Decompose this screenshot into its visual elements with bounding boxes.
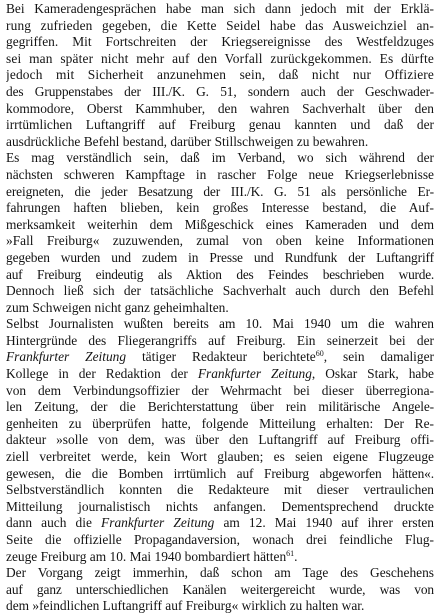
text-run: Bei Kameradengesprächen habe man sich dann jedoch mit der Erklä- <box>6 1 434 16</box>
text-run: rung zufrieden gegeben, die Kette Seidel habe das Ausweichziel an- <box>6 17 434 33</box>
text-run: Selbstverständlich konnten die Redakteure mit dieser vertraulichen <box>6 482 434 498</box>
publication-title: Frankfurter Zeitung <box>197 366 312 382</box>
text-run: Dennoch ließ sich der tatsächliche Sachverhalt auch durch den Befehl <box>6 283 434 299</box>
text-line <box>6 466 434 483</box>
text-line <box>6 515 434 532</box>
text-run: gegriffen. Mit Fortschreiten der Kriegsereignisse des Westfeldzuges <box>6 34 434 50</box>
text-run: »Fall Freiburg« zuzuwenden, zumal von oben keine Informationen <box>6 233 434 249</box>
text-run: Seite die offizielle Propagandaversion, wonach drei feindliche Flug- <box>6 532 434 547</box>
text-line <box>6 399 434 416</box>
text-run: sei man später nicht mehr auf den Vorfall zurückgekommen. Es dürfte <box>6 50 434 66</box>
text-run: auf ganz unterschiedlichen Kanälen weitergereicht wurde, was von <box>6 581 434 597</box>
text-line <box>6 532 434 549</box>
text-run: ereigneten, die jeder Besatzung der III./K. G. 51 als persönliche Er- <box>6 183 434 199</box>
text-line <box>6 184 434 201</box>
text-line <box>6 1 434 18</box>
text-run: am 12. Mai 1940 auf ihrer ersten <box>214 515 434 531</box>
text-run: Es mag verständlich sein, daß im Verband, wo sich während der <box>6 150 434 166</box>
text-run: , Oskar Stark, habe <box>311 366 434 382</box>
text-run: dakteur »solle von dem, was über den Luftangriff auf Freiburg offi- <box>6 432 434 448</box>
text-line <box>6 416 434 433</box>
text-line <box>6 366 434 383</box>
text-line <box>6 67 434 84</box>
paragraph <box>6 1 434 150</box>
text-run: zum Schweigen nicht ganz geheimhalten. <box>6 299 229 315</box>
text-run: Kollege in der Redaktion der <box>6 366 198 382</box>
text-line <box>6 482 434 499</box>
paragraph <box>6 565 434 615</box>
text-line <box>6 101 434 118</box>
text-line <box>6 549 434 566</box>
text-line <box>6 250 434 267</box>
text-run: zeuge Freiburg am 10. Mai 1940 bombardiert hätten <box>6 548 287 564</box>
text-run: kommodore, Oberst Kammhuber, den wahren Sachverhalt über den <box>6 100 434 116</box>
text-run: ausdrückliche Befehl bestand, darüber Stillschweigen zu bewahren. <box>6 133 369 149</box>
text-line <box>6 300 434 317</box>
text-run: len Zeitung, der die Berichterstattung über rein militärische Angele- <box>6 399 434 415</box>
text-run: irrtümlichen Luftangriff auf Freiburg genau kannten und daß der <box>6 117 434 133</box>
text-run: merksamkeit weiterhin dem Mißgeschick eines Kameraden und dem <box>6 216 434 232</box>
text-run: Der Vorgang zeigt immerhin, daß schon am Tage des Geschehens <box>6 565 434 581</box>
text-run: auf Freiburg eindeutig als Aktion des Feindes beschrieben wurde. <box>6 266 434 282</box>
text-line <box>6 18 434 35</box>
text-line <box>6 84 434 101</box>
text-run: gewesen, die die Bomben irrtümlich auf Freiburg abgeworfen hätten«. <box>6 465 434 481</box>
text-run: Mitteilung journalistisch nichts anfangen. Dementsprechend druckte <box>6 498 434 514</box>
text-line <box>6 34 434 51</box>
text-line <box>6 134 434 151</box>
text-line <box>6 233 434 250</box>
text-line <box>6 449 434 466</box>
text-run: von dem Verbindungsoffizier der Wehrmacht bei dieser überregiona- <box>6 382 434 398</box>
publication-title: Frankfurter Zeitung <box>101 515 215 531</box>
text-line <box>6 217 434 234</box>
text-line <box>6 598 434 615</box>
text-line <box>6 432 434 449</box>
text-line <box>6 333 434 350</box>
text-line <box>6 51 434 68</box>
text-line <box>6 200 434 217</box>
body-text <box>6 1 434 615</box>
footnote-marker: 60 <box>315 349 324 359</box>
text-run: gegeben wurden und zudem in Presse und Rundfunk der Luftangriff <box>6 249 434 265</box>
text-run: Selbst Journalisten wußten bereits am 10. Mai 1940 um die wahren <box>6 316 434 332</box>
text-run: jedoch mit Sicherheit anzunehmen sein, daß nicht nur Offiziere <box>6 67 434 83</box>
paragraph <box>6 150 434 316</box>
text-run: des Gruppenstabes der III./K. G. 51, sondern auch der Geschwader- <box>6 83 434 99</box>
text-line <box>6 316 434 333</box>
text-line <box>6 349 434 366</box>
text-line <box>6 167 434 184</box>
text-run: tätiger Redakteur berichtete <box>126 349 316 365</box>
text-run: nächsten schweren Kampftage in rascher Folge neue Kriegserlebnisse <box>6 166 434 182</box>
text-run: fahrungen haften blieben, kein großes Interesse bestand, die Auf- <box>6 200 434 216</box>
text-line <box>6 565 434 582</box>
footnote-marker: 61 <box>286 548 295 558</box>
text-line <box>6 267 434 284</box>
text-line <box>6 117 434 134</box>
paragraph <box>6 316 434 565</box>
text-line <box>6 283 434 300</box>
text-line <box>6 150 434 167</box>
text-run: . <box>294 548 298 564</box>
text-run: genheiten zu überprüfen hatte, folgende Mitteilung erhalten: Der Re- <box>6 415 434 431</box>
text-line <box>6 499 434 516</box>
text-line <box>6 383 434 400</box>
text-run: ziell verbreitet werde, kein Wort glauben; es seien eigene Flugzeuge <box>6 449 434 465</box>
text-run: , sein damaliger <box>323 349 434 365</box>
text-run: dann auch die <box>6 515 102 531</box>
text-run: dem »feindlichen Luftangriff auf Freiburg« wirklich zu halten war. <box>6 598 365 614</box>
text-run: Hintergründe des Fliegerangriffs auf Freiburg. Ein seinerzeit bei der <box>6 332 434 348</box>
text-line <box>6 582 434 599</box>
publication-title: Frankfurter Zeitung <box>6 349 127 365</box>
